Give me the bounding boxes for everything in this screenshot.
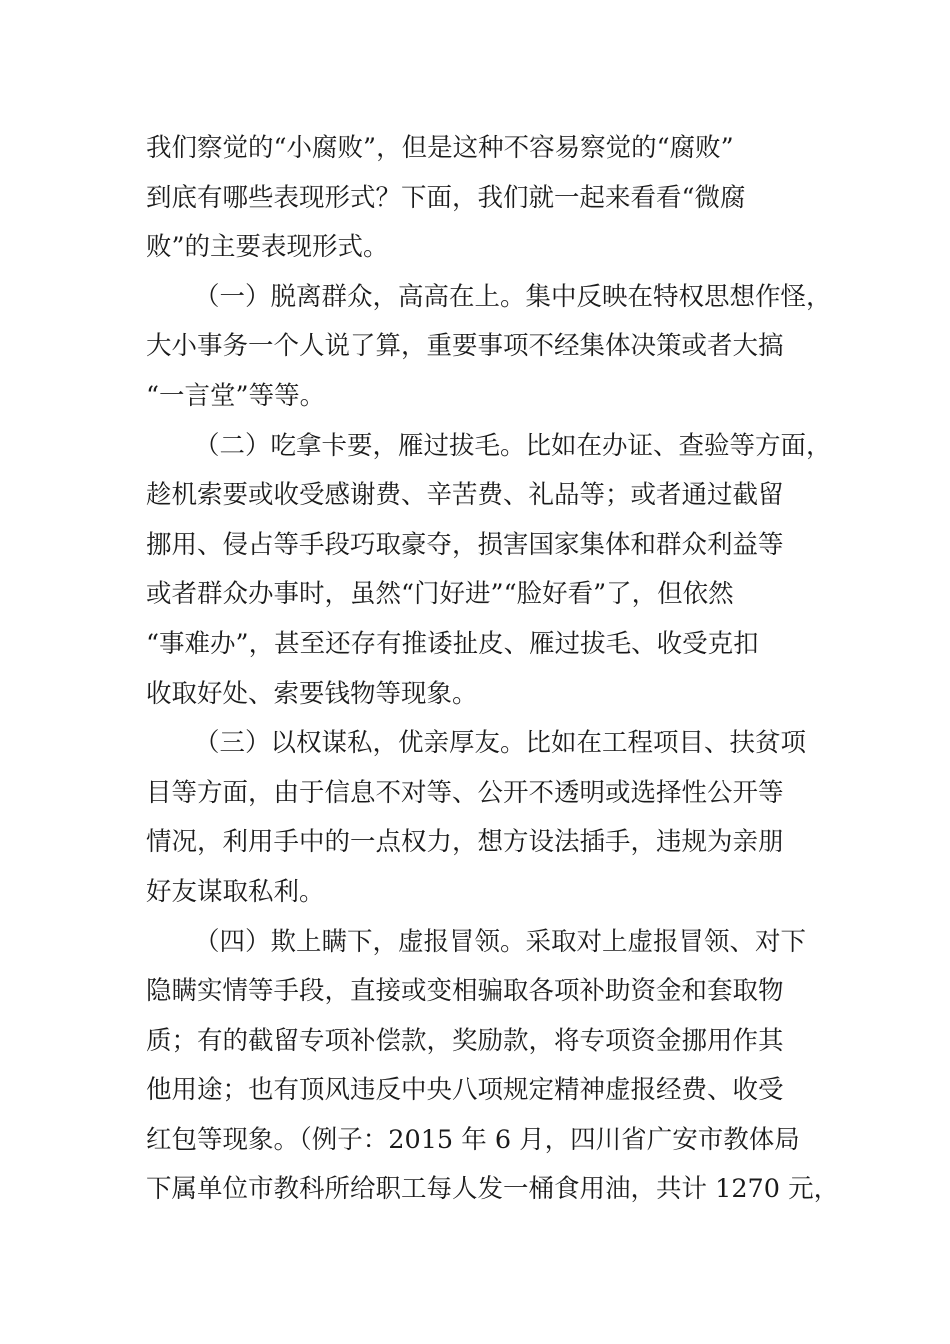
text-line-6: “一言堂”等等。 <box>146 380 326 411</box>
text-line-16: 好友谋取私利。 <box>146 876 325 907</box>
text-line-8: 趁机索要或收受感谢费、辛苦费、礼品等；或者通过截留 <box>146 480 784 511</box>
paragraph-heading-2: （二）吃拿卡要，雁过拔毛。比如在办证、查验等方面， <box>194 430 832 461</box>
text-line-1: 我们察觉的“小腐败”，但是这种不容易察觉的“腐败” <box>146 133 734 163</box>
text-line-21: 红包等现象。（例子：2015 年 6 月，四川省广安市教体局 <box>146 1124 800 1155</box>
document-body <box>146 124 840 1215</box>
text-line-20: 他用途；也有顶风违反中央八项规定精神虚报经费、收受 <box>146 1075 784 1106</box>
text-line-14: 目等方面，由于信息不对等、公开不透明或选择性公开等 <box>146 777 784 808</box>
text-line-22: 下属单位市教科所给职工每人发一桶食用油，共计 1270 元， <box>146 1174 840 1205</box>
paragraph-heading-4: （四）欺上瞒下，虚报冒领。采取对上虚报冒领、对下 <box>194 926 807 957</box>
text-line-15: 情况，利用手中的一点权力，想方设法插手，违规为亲朋 <box>146 827 784 858</box>
text-line-12: 收取好处、索要钱物等现象。 <box>146 678 478 709</box>
text-line-10: 或者群众办事时，虽然“门好进”“脸好看”了，但依然 <box>146 579 734 610</box>
paragraph-heading-3: （三）以权谋私，优亲厚友。比如在工程项目、扶贫项 <box>194 728 807 759</box>
text-line-9: 挪用、侵占等手段巧取豪夺，损害国家集体和群众利益等 <box>146 529 784 560</box>
text-line-5: 大小事务一个人说了算，重要事项不经集体决策或者大搞 <box>146 331 784 362</box>
text-line-11: “事难办”，甚至还存有推诿扯皮、雁过拔毛、收受克扣 <box>146 628 759 659</box>
text-line-3: 败”的主要表现形式。 <box>146 232 389 263</box>
text-line-2: 到底有哪些表现形式？下面，我们就一起来看看“微腐 <box>146 182 746 213</box>
text-line-19: 质；有的截留专项补偿款，奖励款，将专项资金挪用作其 <box>146 1025 784 1056</box>
paragraph-heading-1: （一）脱离群众，高高在上。集中反映在特权思想作怪， <box>194 281 832 312</box>
text-line-18: 隐瞒实情等手段，直接或变相骗取各项补助资金和套取物 <box>146 976 784 1007</box>
